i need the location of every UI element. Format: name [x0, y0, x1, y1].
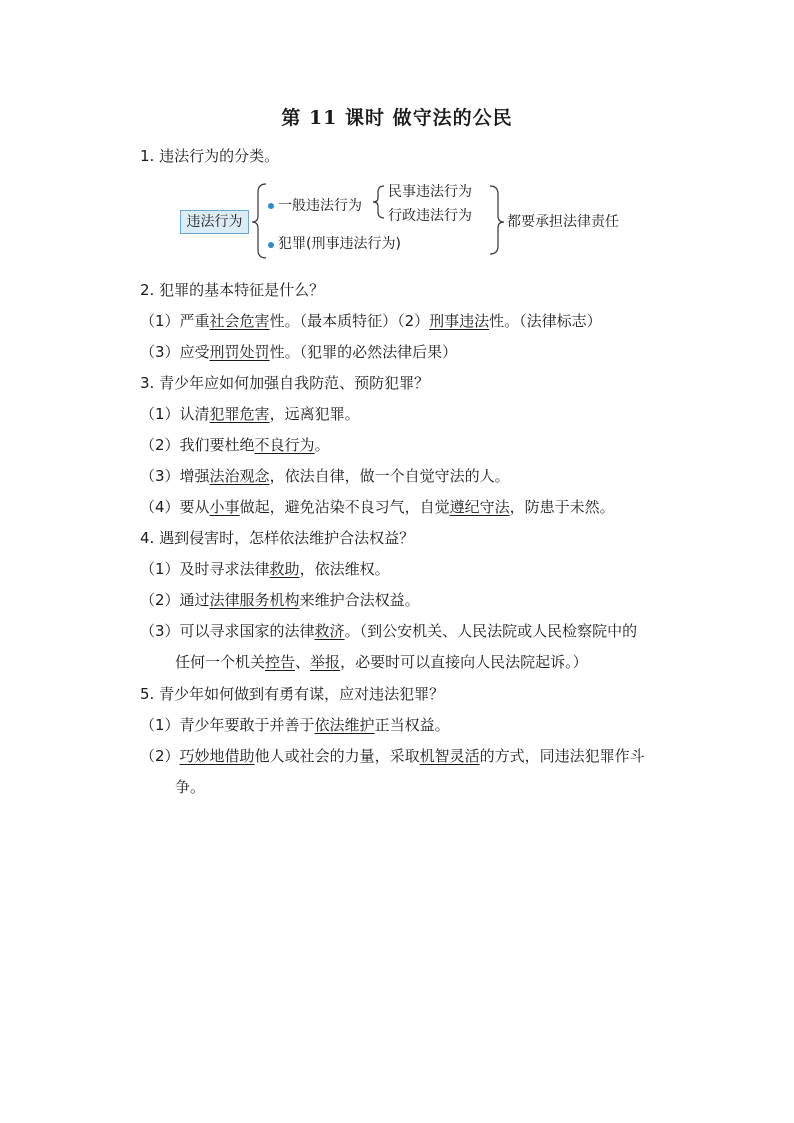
answer-text: ，必要时可以直接向人民法院起诉。）	[340, 653, 588, 671]
answer-text: 。	[314, 436, 330, 454]
answer-text: 来维护合法权益。	[299, 591, 420, 609]
key-term: 遵纪守法	[449, 498, 510, 516]
responsibility-note: 都要承担法律责任	[507, 214, 619, 230]
key-term: 举报	[310, 653, 341, 671]
key-term: 救济	[314, 622, 345, 640]
answer-text: （2）通过	[140, 591, 210, 609]
answer-text: 性。（法律标志）	[489, 312, 602, 330]
answer-text: ，依法维权。	[299, 560, 390, 578]
question-5	[140, 683, 444, 705]
key-term: 巧妙地借助	[179, 747, 255, 765]
crime-label: 犯罪(刑事违法行为)	[278, 236, 401, 252]
question-text: 违法行为的分类。	[159, 147, 280, 165]
answer-line	[140, 434, 330, 456]
classification-diagram	[170, 178, 650, 264]
question-text: 青少年应如何加强自我防范、预防犯罪？	[159, 374, 430, 392]
answer-line	[140, 620, 637, 642]
admin-violation-label: 行政违法行为	[388, 208, 472, 224]
answer-line-continued	[175, 651, 588, 673]
answer-text: ，依法自律，做一个自觉守法的人。	[269, 467, 510, 485]
answer-line	[140, 558, 390, 580]
key-term: 刑事违法	[429, 312, 490, 330]
answer-line	[140, 341, 457, 363]
question-text: 青少年如何做到有勇有谋，应对违法犯罪？	[159, 685, 445, 703]
answer-text: 他人或社会的力量，采取	[254, 747, 420, 765]
question-4	[140, 527, 414, 549]
answer-line	[140, 745, 645, 767]
answer-line	[140, 589, 420, 611]
root-label-box: 违法行为	[180, 210, 249, 234]
key-term: 法治观念	[209, 467, 270, 485]
answer-text: （3）应受	[140, 343, 210, 361]
answer-text: 性。（最本质特征）（2）	[269, 312, 430, 330]
question-text: 遇到侵害时，怎样依法维护合法权益？	[159, 529, 415, 547]
answer-text: （1）及时寻求法律	[140, 560, 270, 578]
answer-line	[140, 496, 615, 518]
answer-text: 做起，避免沾染不良习气，自觉	[239, 498, 450, 516]
answer-text: （1）青少年要敢于并善于	[140, 716, 315, 734]
general-violation-label: 一般违法行为	[278, 198, 362, 214]
answer-text: 、	[295, 653, 311, 671]
question-text: 犯罪的基本特征是什么？	[159, 281, 325, 299]
answer-text: （2）	[140, 747, 180, 765]
answer-text: ，远离犯罪。	[269, 405, 360, 423]
key-term: 小事	[209, 498, 240, 516]
key-term: 犯罪危害	[209, 405, 270, 423]
answer-text: ，防患于未然。	[509, 498, 615, 516]
key-term: 刑罚处罚	[209, 343, 270, 361]
answer-line	[140, 714, 450, 736]
question-2	[140, 279, 324, 301]
answer-text: （3）增强	[140, 467, 210, 485]
answer-text: （2）我们要杜绝	[140, 436, 255, 454]
question-number: 3.	[140, 374, 155, 392]
answer-text: （1）认清	[140, 405, 210, 423]
key-term: 救助	[269, 560, 300, 578]
answer-text: 正当权益。	[374, 716, 450, 734]
answer-text: （4）要从	[140, 498, 210, 516]
question-number: 5.	[140, 685, 155, 703]
answer-text: （1）严重	[140, 312, 210, 330]
question-number: 2.	[140, 281, 155, 299]
answer-text: 争。	[175, 778, 206, 796]
answer-line	[140, 310, 602, 332]
question-number: 4.	[140, 529, 155, 547]
answer-line	[140, 403, 360, 425]
answer-text: 性。（犯罪的必然法律后果）	[269, 343, 458, 361]
answer-line	[140, 465, 510, 487]
key-term: 不良行为	[254, 436, 315, 454]
question-1	[140, 145, 279, 167]
key-term: 机智灵活	[419, 747, 480, 765]
key-term: 法律服务机构	[209, 591, 300, 609]
answer-text: （3）可以寻求国家的法律	[140, 622, 315, 640]
bullet-dot	[268, 203, 274, 209]
key-term: 控告	[265, 653, 296, 671]
civil-violation-label: 民事违法行为	[388, 184, 472, 200]
answer-text: 任何一个机关	[175, 653, 266, 671]
page-title: 第 11 课时 做守法的公民	[281, 107, 513, 129]
key-term: 依法维护	[314, 716, 375, 734]
key-term: 社会危害	[209, 312, 270, 330]
question-3	[140, 372, 429, 394]
question-number: 1.	[140, 147, 155, 165]
answer-text: 。（到公安机关、人民法院或人民检察院中的	[344, 622, 638, 640]
bullet-dot	[268, 242, 274, 248]
answer-line-continued	[175, 776, 205, 798]
answer-text: 的方式，同违法犯罪作斗	[479, 747, 645, 765]
